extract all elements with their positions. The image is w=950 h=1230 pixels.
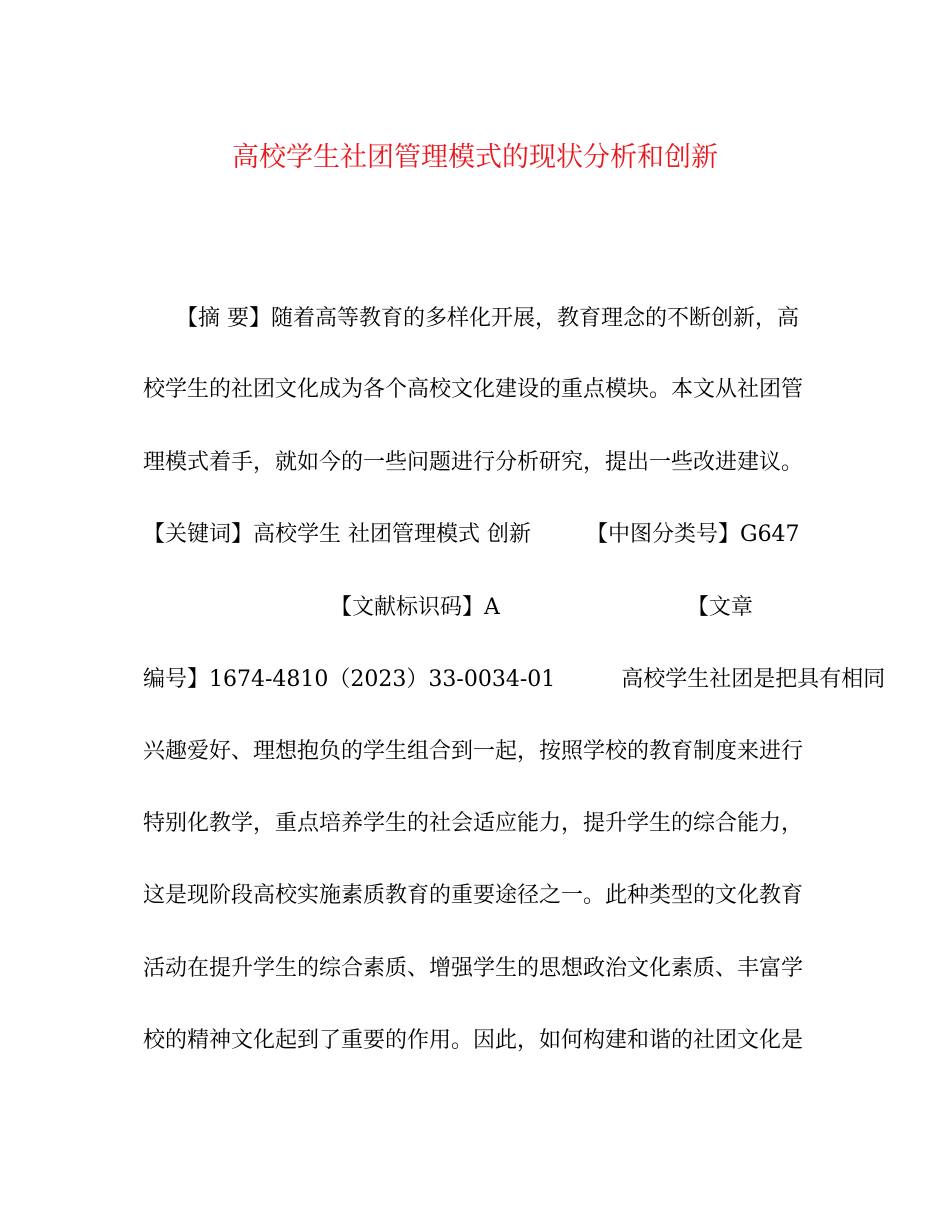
body-line-abstract-1: 【摘 要】随着高等教育的多样化开展，教育理念的不断创新，高: [143, 306, 799, 331]
body-line-paragraph-1: 兴趣爱好、理想抱负的学生组合到一起，按照学校的教育制度来进行: [143, 739, 804, 764]
body-line-paragraph-4: 活动在提升学生的综合素质、增强学生的思想政治文化素质、丰富学: [143, 956, 804, 981]
body-line-doc-code: 【文献标识码】A 【文章: [143, 595, 753, 620]
body-line-paragraph-3: 这是现阶段高校实施素质教育的重要途径之一。此种类型的文化教育: [143, 883, 804, 908]
body-line-paragraph-2: 特别化教学，重点培养学生的社会适应能力，提升学生的综合能力，: [143, 811, 804, 836]
body-line-paragraph-5: 校的精神文化起到了重要的作用。因此，如何构建和谐的社团文化是: [143, 1028, 804, 1053]
body-line-abstract-3: 理模式着手，就如今的一些问题进行分析研究，提出一些改进建议。: [143, 450, 804, 475]
body-line-abstract-2: 校学生的社团文化成为各个高校文化建设的重点模块。本文从社团管: [143, 377, 804, 402]
body-line-article-number: 编号】1674-4810（2023）33-0034-01 高校学生社团是把具有相同: [143, 667, 886, 692]
document-title: 高校学生社团管理模式的现状分析和创新: [232, 142, 718, 173]
body-line-keywords: 【关键词】高校学生 社团管理模式 创新 【中图分类号】G647: [143, 522, 800, 547]
